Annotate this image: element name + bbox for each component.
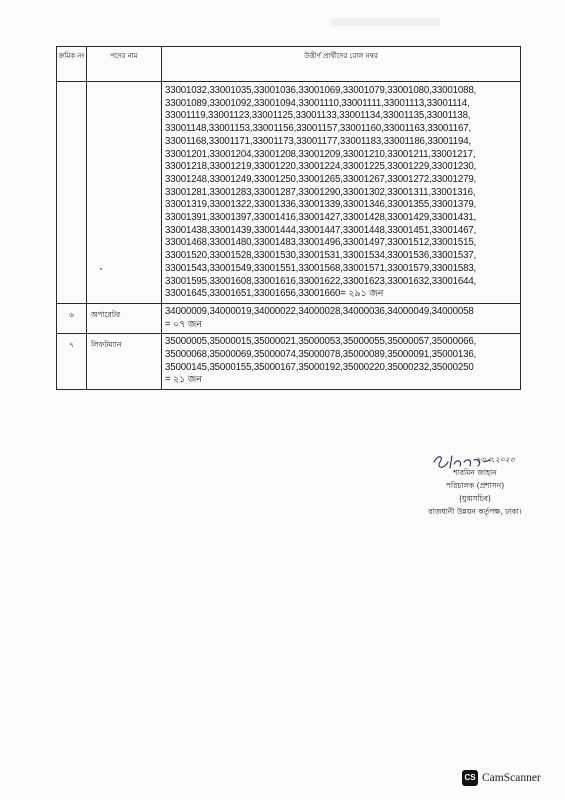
row-roll-numbers [162,334,521,390]
header-serial: ক্রমিক নং [57,47,87,82]
row-roll-numbers [162,303,521,333]
header-post-name: পদের নাম [87,47,162,82]
camscanner-text: CamScanner [482,772,541,784]
roll-line: 33001148,33001153,33001156,33001157,33001160,33001163,33001167, [165,123,472,135]
roll-line: 33001119,33001123,33001125,33001133,33001134,33001135,33001138, [165,110,471,122]
roll-line: 33001391,33001397,33001416,33001427,33001428,33001429,33001431, [165,212,477,224]
roll-line: 33001032,33001035,33001036,33001069,33001079,33001080,33001088, [165,85,477,96]
roll-line: 33001168,33001171,33001173,33001177,33001183,33001186,33001194, [165,135,472,147]
row-post: লিফটম্যান [87,334,162,390]
roll-line: 33001281,33001283,33001287,33001290,33001302,33001311,33001316, [165,186,476,198]
roll-line: 33001218,33001219,33001220,33001224,33001225,33001229,33001230, [165,161,477,173]
row-serial: ৬ [57,303,87,333]
roll-line: 35000005,35000015,35000021,35000053,35000055,35000057,35000066, [165,336,477,348]
roll-line: 33001595,33001608,33001616,33001622,33001623,33001632,33001644, [165,275,477,287]
table-row [57,334,521,390]
signatory-rank: (যুগ্মসচিব) [459,494,491,503]
roll-line: 33001438,33001439,33001444,33001447,33001448,33001451,33001467, [165,224,477,236]
roll-line: = ০৭ জন [165,318,203,330]
scan-smudge [330,18,440,26]
signature-block [390,440,560,518]
row-post: অপারেটর [87,303,162,333]
row-serial [57,82,87,304]
signatory-name: শারমিন জাহান [453,468,497,477]
table-row [57,82,521,304]
signatory-office: রাজধানী উন্নয়ন কর্তৃপক্ষ, ঢাকা। [428,507,522,516]
roll-line: 33001201,33001204,33001208,33001209,33001210,33001211,33001217, [165,148,476,160]
roll-line: 33001089,33001092,33001094,33001110,33001111,33001113,33001114, [165,97,470,109]
roll-line: 33001248,33001249,33001250,33001265,33001267,33001272,33001279, [165,173,477,185]
roll-line: = ২১ জন [165,374,203,386]
header-roll-numbers: উত্তীর্ণ প্রার্থীদের রোল নম্বর [162,47,521,82]
roll-line: 33001520,33001528,33001530,33001531,33001534,33001536,33001537, [165,250,477,262]
roll-line: 33001468,33001480,33001483,33001496,33001497,33001512,33001515, [165,237,477,249]
roll-line: 33001543,33001549,33001551,33001568,33001571,33001579,33001583, [165,262,477,274]
roll-line: 35000145,35000155,35000167,35000192,35000220,35000232,35000250 [165,361,474,373]
roll-line: 33001645,33001651,33001656,33001660= ২৯১ জন [165,288,384,300]
row-post [87,82,162,304]
scan-speck [100,268,102,270]
roll-line: 35000068,35000069,35000074,35000078,35000089,35000091,35000136, [165,349,477,361]
signatory-designation: পরিচালক (প্রশাসন) [445,481,505,490]
table-header-row [57,47,521,82]
table-row [57,303,521,333]
camscanner-logo-icon: CS [462,770,478,786]
results-table [56,46,521,390]
row-serial: ৭ [57,334,87,390]
roll-line: 34000009,34000019,34000022,34000028,34000036,34000049,34000058 [165,305,474,317]
camscanner-watermark [462,770,541,786]
roll-line: 33001319,33001322,33001336,33001339,33001346,33001355,33001379, [165,199,477,211]
signature-date: ২৩.৩.২০২৩ [475,455,515,464]
row-roll-numbers [162,82,521,304]
